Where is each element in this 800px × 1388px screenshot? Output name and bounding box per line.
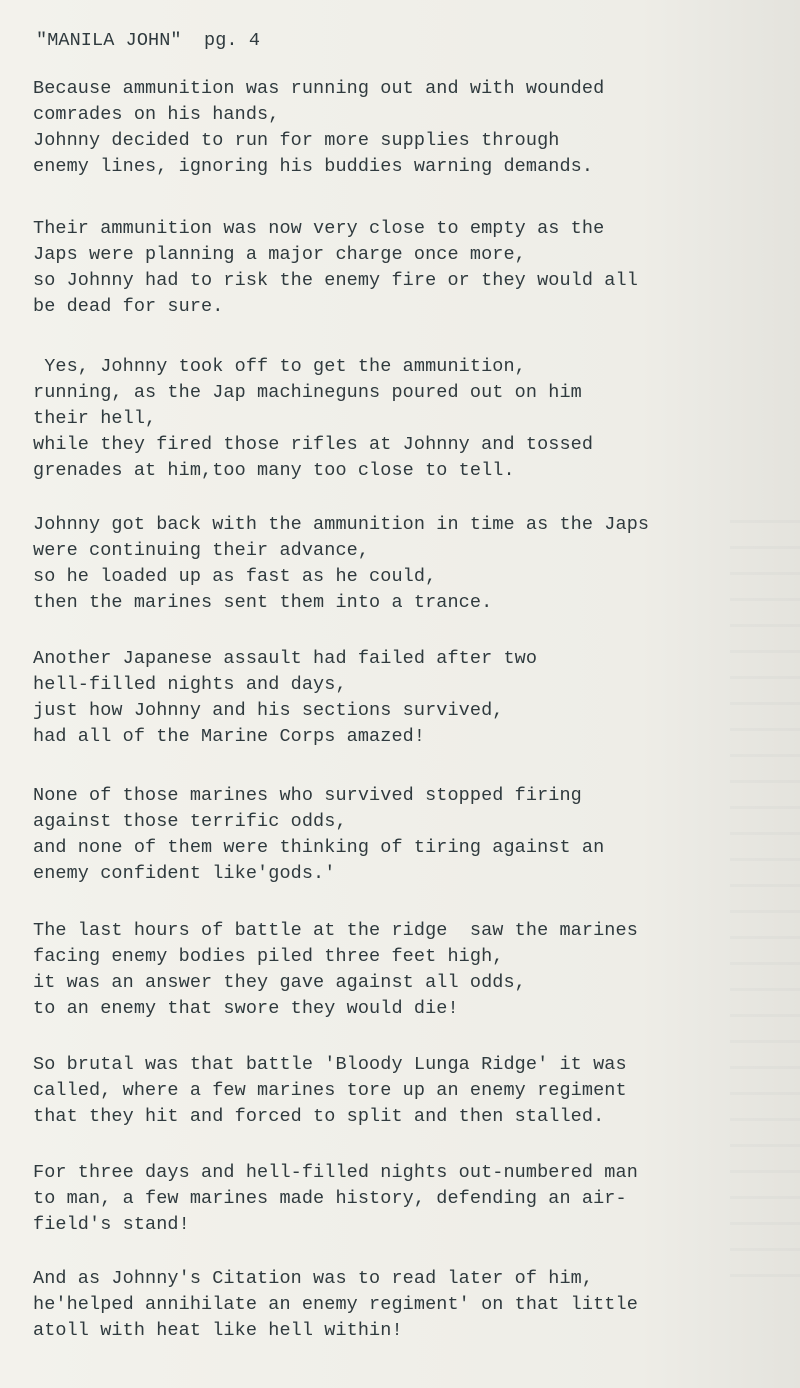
stanza-line: comrades on his hands, (33, 104, 280, 125)
stanza-line: Japs were planning a major charge once more, (33, 244, 526, 265)
stanza-line: just how Johnny and his sections survived, (33, 700, 504, 721)
stanza-line: So brutal was that battle 'Bloody Lunga Ridge' it was (33, 1054, 627, 1075)
stanza-7 (33, 918, 638, 1022)
stanza-line: field's stand! (33, 1214, 190, 1235)
stanza-6 (33, 783, 604, 887)
stanza-line: Johnny got back with the ammunition in time as the Japs (33, 514, 650, 535)
stanza-line: enemy confident like'gods.' (33, 863, 336, 884)
stanza-line: facing enemy bodies piled three feet high, (33, 946, 504, 967)
stanza-line: atoll with heat like hell within! (33, 1320, 403, 1341)
stanza-line: Because ammunition was running out and with wounded (33, 78, 605, 99)
stanza-line: their hell, (33, 408, 157, 429)
stanza-line: And as Johnny's Citation was to read later of him, (33, 1268, 594, 1289)
stanza-9 (33, 1160, 638, 1238)
stanza-line: it was an answer they gave against all odds, (33, 972, 526, 993)
stanza-line: Yes, Johnny took off to get the ammunition, (33, 356, 526, 377)
stanza-1 (33, 76, 604, 180)
stanza-line: grenades at him,too many too close to tell. (33, 460, 515, 481)
stanza-line: to an enemy that swore they would die! (33, 998, 459, 1019)
stanza-line: None of those marines who survived stopped firing (33, 785, 582, 806)
stanza-line: to man, a few marines made history, defending an air- (33, 1188, 627, 1209)
stanza-line: then the marines sent them into a trance. (33, 592, 493, 613)
stanza-line: Johnny decided to run for more supplies through (33, 130, 560, 151)
stanza-line: running, as the Jap machineguns poured out on him (33, 382, 582, 403)
stanza-line: while they fired those rifles at Johnny and tossed (33, 434, 594, 455)
stanza-3 (33, 354, 593, 484)
stanza-line: Their ammunition was now very close to empty as the (33, 218, 605, 239)
stanza-line: For three days and hell-filled nights out-numbered man (33, 1162, 638, 1183)
stanza-line: hell-filled nights and days, (33, 674, 347, 695)
stanza-line: be dead for sure. (33, 296, 224, 317)
stanza-line: so Johnny had to risk the enemy fire or they would all (33, 270, 638, 291)
stanza-line: so he loaded up as fast as he could, (33, 566, 437, 587)
page-header: "MANILA JOHN" pg. 4 (36, 30, 261, 51)
stanza-line: he'helped annihilate an enemy regiment' on that little (33, 1294, 638, 1315)
stanza-line: called, where a few marines tore up an enemy regiment (33, 1080, 627, 1101)
stanza-5 (33, 646, 537, 750)
stanza-line: The last hours of battle at the ridge saw the marines (33, 920, 638, 941)
stanza-line: and none of them were thinking of tiring against an (33, 837, 605, 858)
stanza-line: were continuing their advance, (33, 540, 370, 561)
stanza-8 (33, 1052, 627, 1130)
stanza-line: against those terrific odds, (33, 811, 347, 832)
stanza-4 (33, 512, 649, 616)
stanza-line: enemy lines, ignoring his buddies warning demands. (33, 156, 594, 177)
stanza-10 (33, 1266, 638, 1344)
stanza-2 (33, 216, 638, 320)
stanza-line: that they hit and forced to split and then stalled. (33, 1106, 605, 1127)
stanza-line: Another Japanese assault had failed after two (33, 648, 538, 669)
reverse-side-bleed-through (730, 520, 800, 1300)
stanza-line: had all of the Marine Corps amazed! (33, 726, 426, 747)
